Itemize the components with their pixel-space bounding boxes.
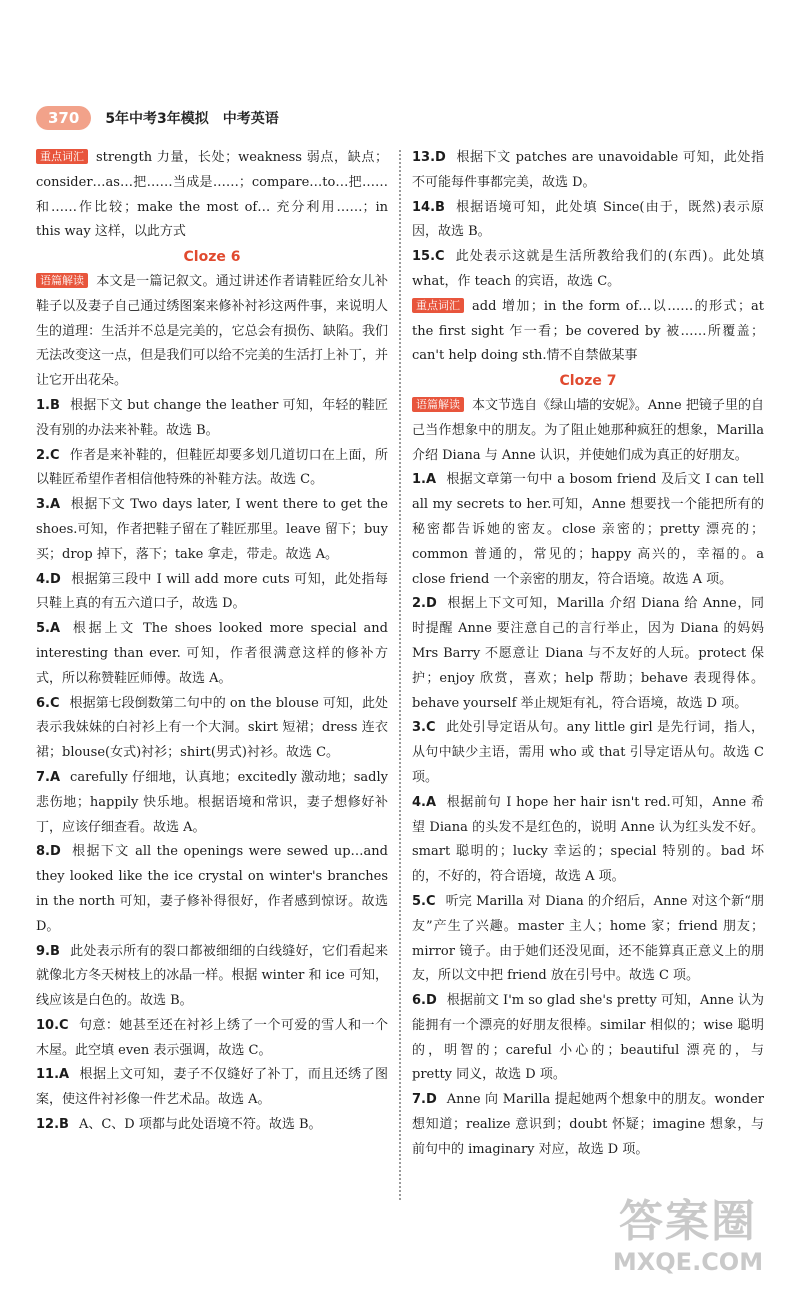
answer-list-right [412, 468, 764, 1162]
answer-number: 6.C [36, 695, 60, 711]
answer-explanation: 此处表示这就是生活所教给我们的(东西)。此处填 what，作 teach 的宾语，故选 C。 [412, 249, 764, 289]
analysis-block-right [412, 394, 764, 468]
analysis-block-left [36, 270, 388, 394]
analysis-tag: 语篇解读 [36, 273, 88, 288]
book-title: 5年中考3年模拟 中考英语 [105, 111, 279, 127]
answer-number: 3.A [36, 497, 61, 513]
answer-item [36, 568, 388, 618]
answer-item [412, 468, 764, 592]
answer-explanation: 根据下文 Two days later, I went there to get the shoes.可知，作者把鞋子留在了鞋匠那里。leave 留下；buy 买；drop 掉下，落下；take 拿走，带走。故选 A。 [36, 497, 388, 562]
answer-list-right-top [412, 146, 764, 295]
answer-explanation: carefully 仔细地，认真地；excitedly 激动地；sadly 悲伤地；happily 快乐地。根据语境和常识，妻子想修好补丁，应该仔细查看。故选 A。 [36, 769, 388, 835]
answer-explanation: 根据下文 patches are unavoidable 可知，此处指不可能每件事都完美，故选 D。 [412, 150, 764, 190]
answer-explanation: Anne 向 Marilla 提起她两个想象中的朋友。wonder 想知道；realize 意识到；doubt 怀疑；imagine 想象，与前句中的 imaginary 对应，故选 D 项。 [412, 1092, 764, 1157]
answer-number: 4.D [36, 571, 61, 587]
answer-item [412, 989, 764, 1088]
answer-number: 8.D [36, 844, 61, 860]
answer-item [36, 940, 388, 1014]
answer-item [36, 1063, 388, 1113]
answer-item [412, 890, 764, 989]
answer-item [36, 617, 388, 691]
answer-explanation: 此处表示所有的裂口都被细细的白线缝好，它们看起来就像北方冬天树枝上的冰晶一样。根据 winter 和 ice 可知，线应该是白色的。故选 B。 [36, 943, 388, 1009]
answer-item [412, 1088, 764, 1162]
vocab-tag: 重点词汇 [412, 298, 464, 313]
answer-item [412, 196, 764, 246]
answer-explanation: 根据下文 all the openings were sewed up…and they looked like the ice crystal on winter's branches in the north 可知，妻子修补得很好，作者感到惊讶。故选 D。 [36, 844, 388, 934]
analysis-text: 本文是一篇记叙文。通过讲述作者请鞋匠给女儿补鞋子以及妻子自己通过绣图案来修补衬衫这两件事，来说明人生的道理：生活并不总是完美的，它总会有损伤、缺陷。我们无法改变这一点，但是我们可以给不完美的生活打上补丁，并让它开出花朵。 [36, 273, 388, 389]
answer-item [36, 692, 388, 766]
answer-number: 10.C [36, 1017, 69, 1033]
vocab-block-left [36, 146, 388, 245]
analysis-tag: 语篇解读 [412, 397, 464, 412]
answer-number: 13.D [412, 150, 446, 165]
answer-item [36, 1014, 388, 1064]
answer-list-left [36, 394, 388, 1138]
answer-number: 9.B [36, 943, 60, 959]
answer-number: 11.A [36, 1067, 70, 1083]
answer-number: 5.A [36, 621, 61, 637]
answer-number: 6.D [412, 993, 437, 1009]
answer-explanation: 根据上下文可知，Marilla 介绍 Diana 给 Anne，同时提醒 Anne 要注意自己的言行举止，因为 Diana 的妈妈 Mrs Barry 不愿意让 Diana 与不友好的人玩。protect 保护；enjoy 欣赏，喜欢；help 帮助；behave 表现得体。behave yourself 举止规矩有礼，符合语境，故选 D 项。 [412, 596, 764, 711]
answer-number: 1.A [412, 472, 437, 488]
answer-item [36, 493, 388, 567]
answer-number: 4.A [412, 794, 437, 810]
answer-item [36, 766, 388, 840]
answer-number: 5.C [412, 893, 436, 909]
left-column [36, 146, 388, 1138]
answer-explanation: 根据语境可知，此处填 Since(由于，既然)表示原因，故选 B。 [412, 199, 764, 240]
answer-explanation: 根据文章第一句中 a bosom friend 及后文 I can tell all my secrets to her.可知，Anne 想要找一个能把所有的秘密都告诉她的密友。close 亲密的；pretty 漂亮的；common 普通的，常见的；happy 高兴的，幸福的。a close friend 一个亲密的朋友，符合语境。故选 A 项。 [412, 472, 764, 587]
answer-number: 14.B [412, 199, 445, 215]
right-column [412, 146, 764, 1163]
answer-number: 15.C [412, 249, 445, 265]
answer-explanation: 根据下文 but change the leather 可知，年轻的鞋匠没有别的办法来补鞋。故选 B。 [36, 397, 388, 438]
page-header [36, 104, 279, 132]
answer-number: 2.C [36, 447, 60, 463]
column-divider [399, 150, 401, 1200]
answer-item [36, 444, 388, 494]
answer-number: 2.D [412, 596, 437, 612]
answer-item [36, 394, 388, 444]
watermark [590, 1196, 786, 1284]
watermark-logo: 答案圈 [619, 1196, 757, 1247]
answer-number: 1.B [36, 397, 60, 413]
answer-explanation: 根据上文可知，妻子不仅缝好了补丁，而且还绣了图案，使这件衬衫像一件艺术品。故选 A。 [36, 1067, 388, 1108]
answer-item [412, 245, 764, 295]
vocab-tag: 重点词汇 [36, 149, 88, 164]
answer-explanation: 根据前句 I hope her hair isn't red.可知，Anne 希望 Diana 的头发不是红色的，说明 Anne 认为红头发不好。smart 聪明的；lucky 幸运的；special 特别的。bad 坏的，不好的，符合语境，故选 A 项。 [412, 794, 764, 885]
answer-explanation: 根据第三段中 I will add more cuts 可知，此处指每只鞋上真的有五六道口子，故选 D。 [36, 571, 388, 612]
answer-explanation: 听完 Marilla 对 Diana 的介绍后，Anne 对这个新“朋友”产生了兴趣。master 主人；home 家；friend 朋友；mirror 镜子。由于她们还没见面，还不能算真正意义上的朋友，所以文中把 friend 放在引号中。故选 C 项。 [412, 893, 764, 984]
answer-number: 7.A [36, 769, 61, 785]
answer-item [36, 840, 388, 939]
answer-number: 12.B [36, 1117, 69, 1133]
answer-item [412, 146, 764, 196]
answer-item [412, 716, 764, 790]
cloze-6-title: Cloze 6 [183, 249, 241, 266]
answer-explanation: 根据前文 I'm so glad she's pretty 可知，Anne 认为能拥有一个漂亮的好朋友很棒。similar 相似的；wise 聪明的，明智的；careful 小心的；beautiful 漂亮的，与 pretty 同义，故选 D 项。 [412, 993, 764, 1083]
answer-item [412, 791, 764, 890]
vocab-text: strength 力量，长处；weakness 弱点，缺点；consider…as…把……当成是……；compare…to…把……和……作比较；make the most of… 充分利用……；in this way 这样，以此方式 [36, 150, 388, 240]
vocab-text: add 增加；in the form of…以……的形式；at the first sight 乍一看；be covered by 被……所覆盖；can't help doing sth.情不自禁做某事 [412, 298, 764, 364]
answer-explanation: 句意：她甚至还在衬衫上绣了一个可爱的雪人和一个木屋。此空填 even 表示强调，故选 C。 [36, 1017, 388, 1058]
answer-explanation: A、C、D 项都与此处语境不符。故选 B。 [78, 1117, 322, 1133]
page-number: 370 [36, 106, 91, 130]
answer-explanation: 此处引导定语从句。any little girl 是先行词，指人，从句中缺少主语，需用 who 或 that 引导定语从句。故选 C 项。 [412, 720, 764, 785]
vocab-block-right [412, 295, 764, 369]
answer-explanation: 根据第七段倒数第二句中的 on the blouse 可知，此处表示我妹妹的白衬衫上有一个大洞。skirt 短裙；dress 连衣裙；blouse(女式)衬衫；shirt(男式)衬衫。故选 C。 [36, 695, 388, 761]
answer-explanation: 作者是来补鞋的，但鞋匠却要多划几道切口在上面，所以鞋匠希望作者相信他特殊的补鞋方法。故选 C。 [36, 447, 388, 488]
cloze-7-title: Cloze 7 [559, 373, 617, 390]
answer-number: 7.D [412, 1092, 437, 1108]
analysis-text: 本文节选自《绿山墙的安妮》。Anne 把镜子里的自己当作想象中的朋友。为了阻止她那种疯狂的想象，Marilla 介绍 Diana 与 Anne 认识，并使她们成为真正的好朋友。 [412, 397, 764, 463]
answer-item [412, 592, 764, 716]
answer-number: 3.C [412, 720, 436, 736]
answer-item [36, 1113, 388, 1138]
answer-explanation: 根据上文 The shoes looked more special and interesting than ever. 可知，作者很满意这样的修补方式，所以称赞鞋匠师傅。故选 A。 [36, 621, 388, 686]
watermark-url: MXQE.COM [612, 1248, 764, 1276]
